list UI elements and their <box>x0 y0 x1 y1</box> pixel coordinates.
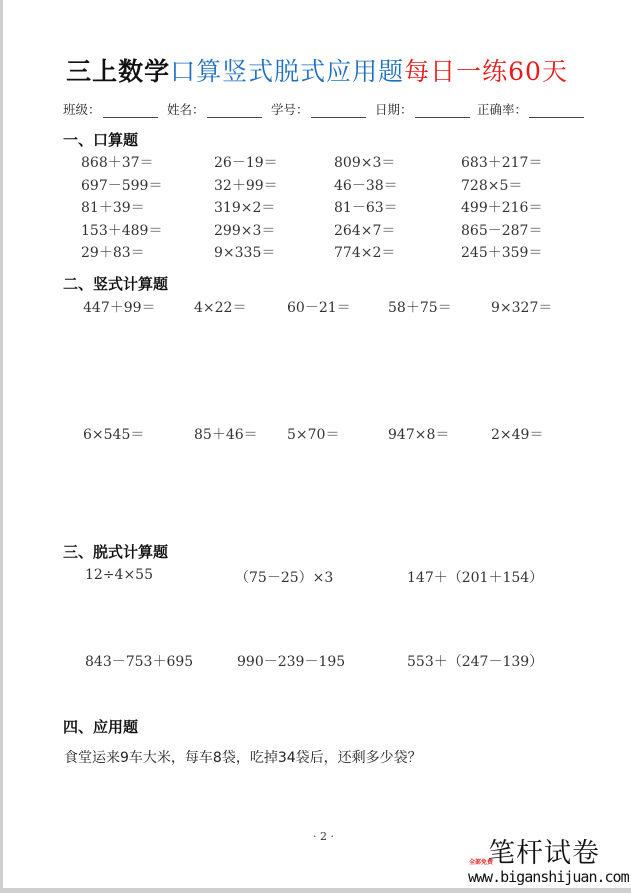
vertical-problem: 85＋46＝ <box>194 427 258 443</box>
vertical-problem: 9×327＝ <box>491 300 553 316</box>
oral-problem: 26－19＝ <box>214 155 278 171</box>
oral-problem: 9×335＝ <box>214 245 276 261</box>
worksheet-page <box>3 0 631 888</box>
vertical-problem: 447＋99＝ <box>83 300 156 316</box>
stepwise-problem: 990－239－195 <box>237 654 346 670</box>
oral-problem: 774×2＝ <box>334 245 396 261</box>
vertical-problem: 60－21＝ <box>287 300 351 316</box>
accuracy-label: 正确率： <box>477 102 528 117</box>
stepwise-problem: 553＋（247－139） <box>407 654 544 670</box>
page-title <box>3 52 631 88</box>
vertical-problem: 2×49＝ <box>491 427 544 443</box>
brand-url: www.biganshijuan.com <box>468 868 629 886</box>
oral-problem: 499＋216＝ <box>461 200 543 216</box>
student-id-field[interactable] <box>271 100 366 118</box>
oral-problem: 46－38＝ <box>334 178 398 194</box>
oral-problem: 319×2＝ <box>214 200 276 216</box>
vertical-problem: 58＋75＝ <box>388 300 452 316</box>
oral-problem: 153＋489＝ <box>81 223 163 239</box>
student-id-label: 学号： <box>271 102 309 117</box>
date-blank[interactable] <box>415 105 470 118</box>
name-field[interactable] <box>167 100 262 118</box>
vertical-problem: 947×8＝ <box>388 427 450 443</box>
class-field[interactable] <box>63 100 158 118</box>
stepwise-problem: 12÷4×55 <box>85 567 153 583</box>
page-number: · 2 · <box>313 830 334 843</box>
oral-problem: 697－599＝ <box>81 178 163 194</box>
accuracy-blank[interactable] <box>529 105 584 118</box>
stepwise-problem: 843－753＋695 <box>85 654 194 670</box>
title-grade-subject: 三上数学 <box>66 57 171 86</box>
student-id-blank[interactable] <box>311 105 366 118</box>
oral-problem: 264×7＝ <box>334 223 396 239</box>
title-daily-practice: 每日一练60天 <box>404 57 568 86</box>
oral-problem: 29＋83＝ <box>81 245 145 261</box>
oral-problem: 32＋99＝ <box>214 178 278 194</box>
class-label: 班级： <box>63 102 101 117</box>
brand-tag: 全部免费 <box>469 859 494 866</box>
class-blank[interactable] <box>103 105 158 118</box>
student-info-row <box>63 100 583 120</box>
oral-problem: 865－287＝ <box>461 223 543 239</box>
stepwise-problem: 147＋（201＋154） <box>407 570 544 586</box>
oral-problem: 81＋39＝ <box>81 200 145 216</box>
title-topics: 口算竖式脱式应用题 <box>170 57 405 86</box>
vertical-problem: 4×22＝ <box>194 300 247 316</box>
section-oral-title: 一、口算题 <box>63 131 139 149</box>
section-vertical-title: 二、竖式计算题 <box>63 275 169 293</box>
oral-problem: 809×3＝ <box>334 155 396 171</box>
oral-problem: 299×3＝ <box>214 223 276 239</box>
section-stepwise-title: 三、脱式计算题 <box>63 543 169 561</box>
oral-problem: 245＋359＝ <box>461 245 543 261</box>
vertical-problem: 5×70＝ <box>287 427 340 443</box>
name-blank[interactable] <box>207 105 262 118</box>
accuracy-field[interactable] <box>477 100 584 118</box>
stepwise-problem: （75－25）×3 <box>235 570 334 586</box>
oral-problem: 868＋37＝ <box>81 155 154 171</box>
oral-problem: 728×5＝ <box>461 178 523 194</box>
oral-problem: 81－63＝ <box>334 200 398 216</box>
brand-name: 笔杆试卷 <box>488 838 600 869</box>
oral-problem: 683＋217＝ <box>461 155 543 171</box>
name-label: 姓名： <box>167 102 205 117</box>
date-label: 日期： <box>375 102 413 117</box>
word-problem-question: 食堂运来9车大米，每车8袋，吃掉34袋后，还剩多少袋？ <box>64 750 422 766</box>
brand-watermark <box>466 833 631 888</box>
section-word-title: 四、应用题 <box>63 718 139 736</box>
date-field[interactable] <box>375 100 470 118</box>
vertical-problem: 6×545＝ <box>83 427 145 443</box>
